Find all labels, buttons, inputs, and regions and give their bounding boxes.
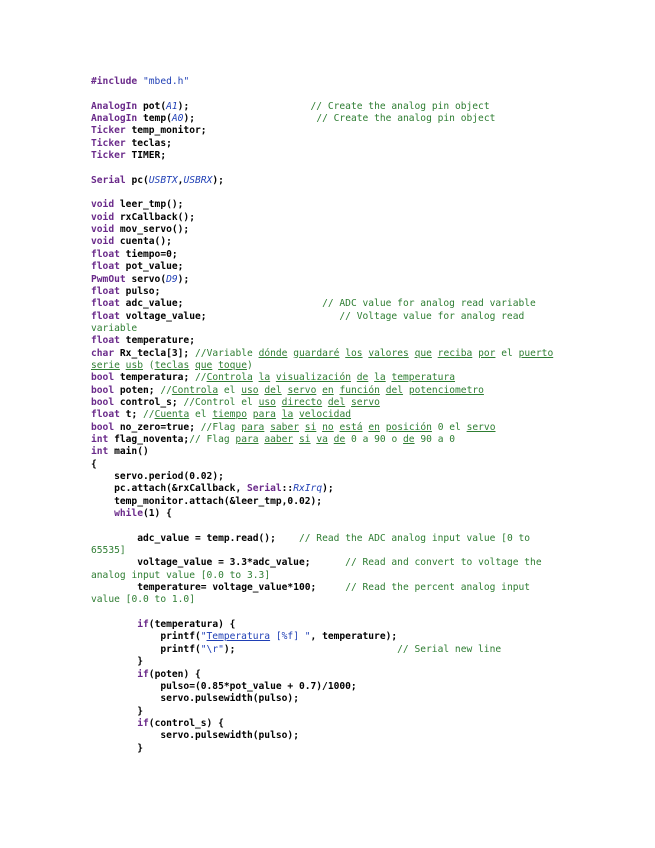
code-line: AnalogIn pot(A1); // Create the analog pin object bbox=[91, 100, 490, 112]
code-line: temperature= voltage_value*100; // Read the percent analog input bbox=[137, 582, 531, 594]
code-line: #include "mbed.h" bbox=[91, 76, 190, 87]
code-line: { bbox=[91, 458, 97, 470]
code-line: AnalogIn temp(A0); // Create the analog pin object bbox=[91, 113, 496, 125]
code-line: float t; //Cuenta el tiempo para la velocidad bbox=[91, 409, 352, 421]
code-line: bool control_s; //Control el uso directo del servo bbox=[91, 396, 380, 408]
code-line: } bbox=[91, 705, 143, 717]
blank-line bbox=[91, 520, 581, 532]
code-line: float pulso; bbox=[91, 285, 161, 297]
code-line: if(temperatura) { bbox=[137, 619, 236, 631]
code-line: pc.attach(&rxCallback, Serial::RxIrq); bbox=[114, 483, 334, 495]
code-line: bool temperatura; //Controla la visualización de la temperatura bbox=[91, 372, 456, 384]
code-line: pulso=(0.85*pot_value + 0.7)/1000; bbox=[160, 680, 357, 692]
code-line: } bbox=[91, 656, 143, 668]
code-line: void cuenta(); bbox=[91, 236, 172, 248]
code-line: float adc_value; // ADC value for analog read variable bbox=[91, 298, 536, 310]
code-line: } bbox=[91, 742, 143, 754]
code-line: Serial pc(USBTX,USBRX); bbox=[91, 174, 224, 186]
code-line: if(poten) { bbox=[137, 668, 201, 680]
code-line: float tiempo=0; bbox=[91, 248, 178, 260]
code-line: bool no_zero=true; //Flag para saber si no está en posición 0 el servo bbox=[91, 421, 496, 433]
blank-line bbox=[91, 187, 581, 199]
code-line: float pot_value; bbox=[91, 261, 184, 273]
code-line: printf("\r"); // Serial new line bbox=[160, 643, 502, 655]
code-line: variable bbox=[91, 322, 138, 334]
code-line: int main() bbox=[91, 446, 149, 458]
code-line: printf("Temperatura [%f] ", temperature); bbox=[160, 631, 398, 643]
code-line: Ticker temp_monitor; bbox=[91, 125, 207, 137]
code-line: voltage_value = 3.3*adc_value; // Read and convert to voltage the bbox=[137, 557, 542, 569]
code-line: 65535] bbox=[91, 545, 126, 557]
code-line: adc_value = temp.read(); // Read the ADC analog input value [0 to bbox=[137, 532, 531, 544]
code-line: bool poten; //Controla el uso del servo en función del potenciometro bbox=[91, 384, 484, 396]
code-line: while(1) { bbox=[114, 508, 172, 520]
code-line: int flag_noventa;// Flag para aaber si va de 0 a 90 o de 90 a 0 bbox=[91, 433, 456, 445]
code-line: Ticker teclas; bbox=[91, 137, 172, 149]
code-line: Ticker TIMER; bbox=[91, 150, 167, 162]
code-line: analog input value [0.0 to 3.3] bbox=[91, 569, 271, 581]
code-line: if(control_s) { bbox=[137, 717, 224, 729]
code-line: float voltage_value; // Voltage value for analog read bbox=[91, 310, 525, 322]
code-line: serie usb (teclas que toque) bbox=[91, 359, 253, 371]
code-line: servo.period(0.02); bbox=[114, 471, 224, 482]
code-line: value [0.0 to 1.0] bbox=[91, 594, 195, 606]
code-line: void leer_tmp(); bbox=[91, 199, 184, 211]
source-code-listing bbox=[91, 76, 581, 755]
blank-line bbox=[91, 88, 581, 100]
code-line: PwmOut servo(D9); bbox=[91, 273, 190, 285]
code-line: servo.pulsewidth(pulso); bbox=[160, 730, 299, 742]
code-line: void rxCallback(); bbox=[91, 211, 195, 223]
blank-line bbox=[91, 607, 581, 619]
code-line: char Rx_tecla[3]; //Variable dónde guardaré los valores que reciba por el puerto bbox=[91, 347, 554, 359]
code-line: float temperature; bbox=[91, 335, 195, 347]
code-line: temp_monitor.attach(&leer_tmp,0.02); bbox=[114, 495, 323, 507]
blank-line bbox=[91, 162, 581, 174]
code-line: servo.pulsewidth(pulso); bbox=[160, 693, 299, 705]
code-line: void mov_servo(); bbox=[91, 224, 190, 236]
